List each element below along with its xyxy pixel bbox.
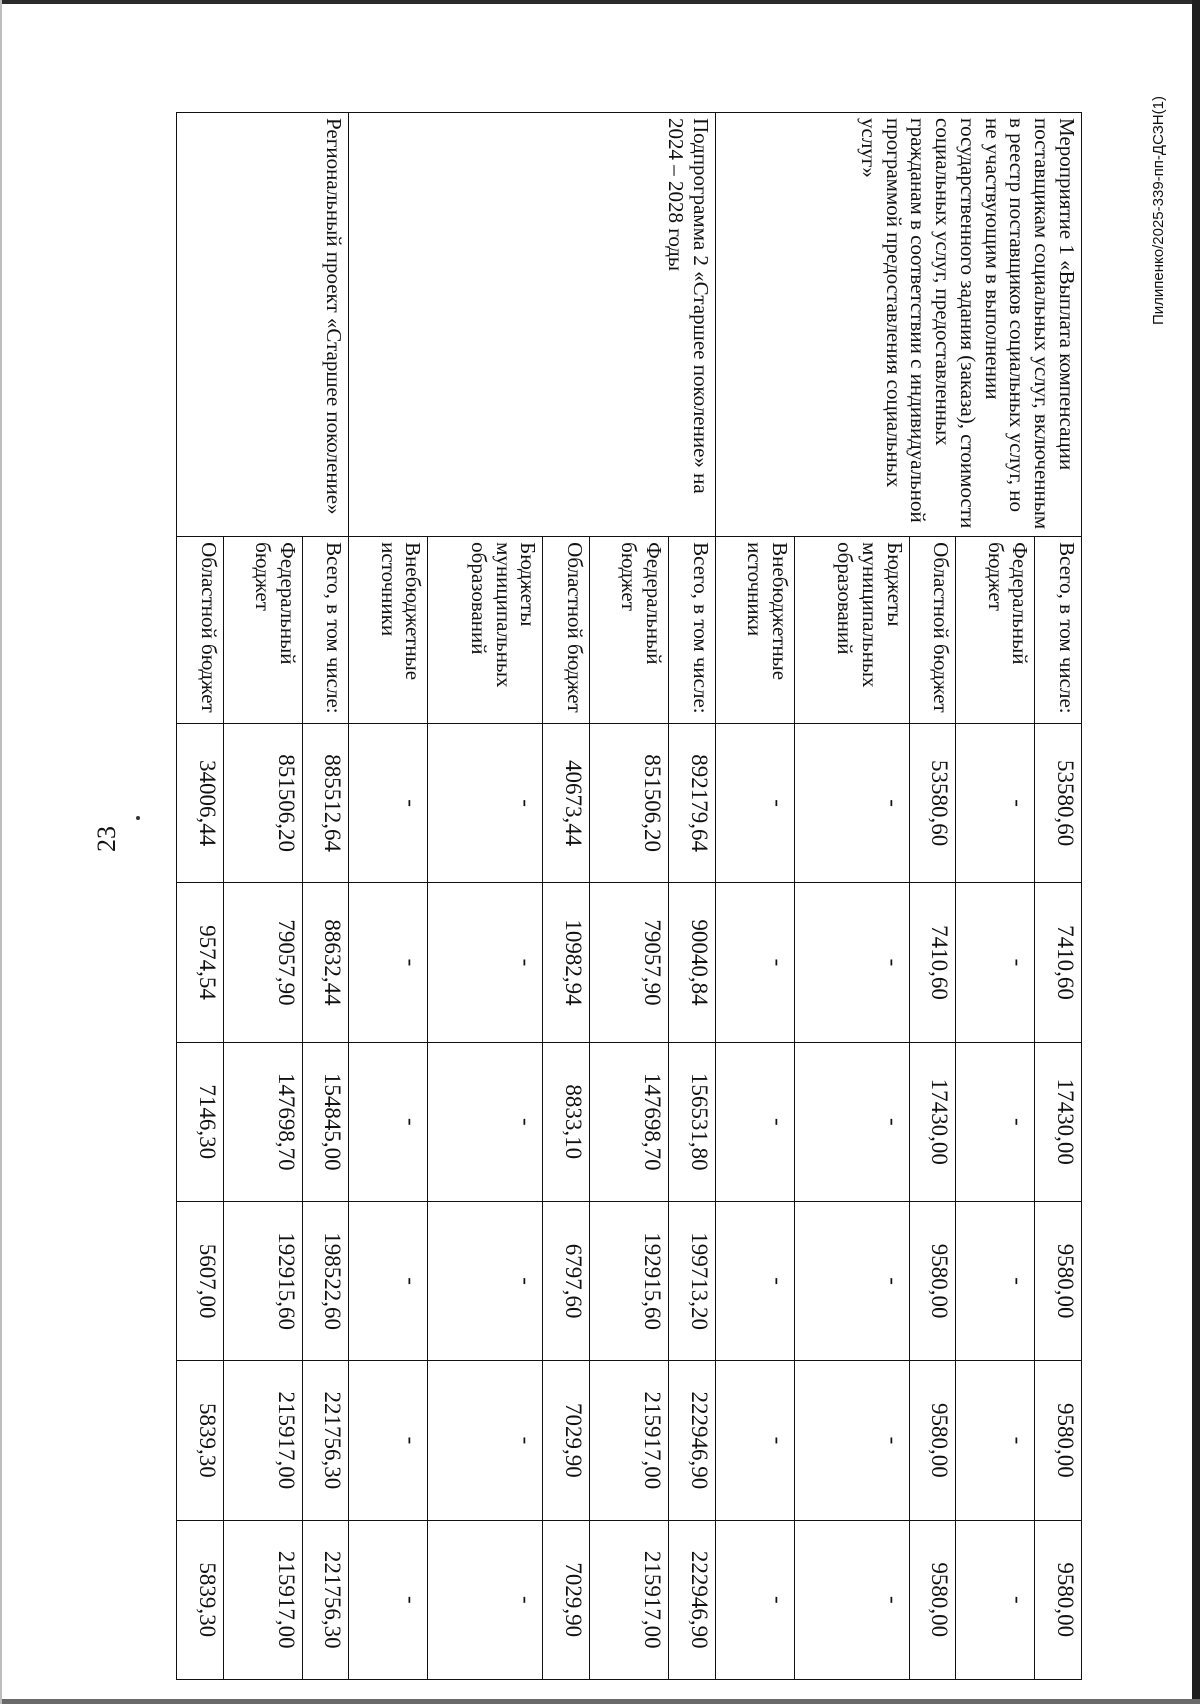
amount-cell: 7410,60 <box>909 883 956 1042</box>
funding-source-cell: Всего, в том числе: <box>302 537 349 724</box>
funding-source-cell: Внебюджетные источники <box>349 537 428 724</box>
amount-cell: 5607,00 <box>177 1201 224 1360</box>
amount-cell: 40673,44 <box>543 723 590 882</box>
funding-source-cell: Всего, в том числе: <box>669 537 716 724</box>
funding-source-cell: Областной бюджет <box>909 537 956 724</box>
amount-cell: - <box>956 1042 1035 1201</box>
amount-cell: 17430,00 <box>1035 1042 1082 1201</box>
funding-source-cell: Областной бюджет <box>543 537 590 724</box>
funding-source-cell: Федеральный бюджет <box>223 537 302 724</box>
amount-cell: - <box>956 1520 1035 1679</box>
amount-cell: - <box>956 723 1035 882</box>
amount-cell: - <box>349 723 428 882</box>
amount-cell: - <box>349 883 428 1042</box>
amount-cell: 215917,00 <box>223 1361 302 1520</box>
funding-source-cell: Федеральный бюджет <box>956 537 1035 724</box>
amount-cell: 53580,60 <box>909 723 956 882</box>
funding-source-cell: Бюджеты муниципальных образований <box>428 537 543 724</box>
amount-cell: 199713,20 <box>669 1201 716 1360</box>
amount-cell: 154845,00 <box>302 1042 349 1201</box>
amount-cell: 222946,90 <box>669 1520 716 1679</box>
amount-cell: 34006,44 <box>177 723 224 882</box>
program-name-cell: Подпрограмма 2 «Старшее поколение» на 2024 – 2028 годы <box>349 113 715 537</box>
funding-source-cell: Всего, в том числе: <box>1035 537 1082 724</box>
amount-cell: - <box>349 1201 428 1360</box>
funding-source-cell: Бюджеты муниципальных образований <box>794 537 909 724</box>
amount-cell: - <box>715 1520 794 1679</box>
amount-cell: 9580,00 <box>1035 1361 1082 1520</box>
scan-edge-bottom <box>0 1699 1200 1704</box>
amount-cell: 53580,60 <box>1035 723 1082 882</box>
amount-cell: 7146,30 <box>177 1042 224 1201</box>
amount-cell: - <box>794 1520 909 1679</box>
amount-cell: 851506,20 <box>590 723 669 882</box>
scan-edge-right <box>1192 0 1200 1704</box>
amount-cell: 17430,00 <box>909 1042 956 1201</box>
amount-cell: - <box>715 1361 794 1520</box>
amount-cell: - <box>428 723 543 882</box>
amount-cell: - <box>794 1201 909 1360</box>
amount-cell: - <box>349 1361 428 1520</box>
amount-cell: - <box>428 1520 543 1679</box>
amount-cell: 7029,90 <box>543 1361 590 1520</box>
amount-cell: 90040,84 <box>669 883 716 1042</box>
amount-cell: 215917,00 <box>590 1520 669 1679</box>
program-name-cell: Мероприятие 1 «Выплата компенсации поставщикам социальных услуг, включенным в реестр поставщиков социальных услуг, но не участвующим в выполнении государственного задания (заказа), стоимости социальных услуг, предоставленных гражданам в соответствии с индивидуальной программой предоставления социальных услуг» <box>715 113 1081 537</box>
amount-cell: 147698,70 <box>223 1042 302 1201</box>
amount-cell: 192915,60 <box>223 1201 302 1360</box>
amount-cell: 156531,80 <box>669 1042 716 1201</box>
amount-cell: - <box>794 883 909 1042</box>
amount-cell: 5839,30 <box>177 1520 224 1679</box>
amount-cell: 851506,20 <box>223 723 302 882</box>
amount-cell: - <box>956 1201 1035 1360</box>
scan-speck <box>136 816 140 820</box>
budget-table-container <box>176 112 1082 1680</box>
amount-cell: - <box>794 723 909 882</box>
amount-cell: - <box>428 1042 543 1201</box>
amount-cell: 9580,00 <box>1035 1520 1082 1679</box>
budget-table-body <box>177 113 1082 1680</box>
program-name-cell: Региональный проект «Старшее поколение» <box>177 113 349 537</box>
amount-cell: 10982,94 <box>543 883 590 1042</box>
funding-source-cell: Областной бюджет <box>177 537 224 724</box>
amount-cell: 7410,60 <box>1035 883 1082 1042</box>
amount-cell: 9574,54 <box>177 883 224 1042</box>
amount-cell: - <box>715 1042 794 1201</box>
amount-cell: 892179,64 <box>669 723 716 882</box>
table-row <box>302 113 349 1680</box>
amount-cell: - <box>428 1201 543 1360</box>
amount-cell: 9580,00 <box>909 1520 956 1679</box>
amount-cell: - <box>349 1042 428 1201</box>
amount-cell: - <box>428 1361 543 1520</box>
amount-cell: 9580,00 <box>909 1201 956 1360</box>
table-row <box>669 113 716 1680</box>
amount-cell: - <box>794 1361 909 1520</box>
amount-cell: 221756,30 <box>302 1361 349 1520</box>
document-code: Пилипенко/2025-339-пп-ДСЗН(1) <box>1150 96 1167 325</box>
budget-table <box>176 112 1082 1680</box>
amount-cell: 215917,00 <box>223 1520 302 1679</box>
amount-cell: - <box>715 723 794 882</box>
amount-cell: 147698,70 <box>590 1042 669 1201</box>
amount-cell: 79057,90 <box>223 883 302 1042</box>
amount-cell: 8833,10 <box>543 1042 590 1201</box>
amount-cell: 5839,30 <box>177 1361 224 1520</box>
amount-cell: 221756,30 <box>302 1520 349 1679</box>
amount-cell: 9580,00 <box>1035 1201 1082 1360</box>
amount-cell: - <box>349 1520 428 1679</box>
amount-cell: 222946,90 <box>669 1361 716 1520</box>
amount-cell: 215917,00 <box>590 1361 669 1520</box>
amount-cell: 9580,00 <box>909 1361 956 1520</box>
scan-edge-top <box>0 0 1200 4</box>
amount-cell: - <box>715 883 794 1042</box>
amount-cell: - <box>956 883 1035 1042</box>
amount-cell: - <box>428 883 543 1042</box>
amount-cell: 198522,60 <box>302 1201 349 1360</box>
amount-cell: 6797,60 <box>543 1201 590 1360</box>
amount-cell: - <box>794 1042 909 1201</box>
funding-source-cell: Внебюджетные источники <box>715 537 794 724</box>
amount-cell: - <box>956 1361 1035 1520</box>
scan-edge-left <box>0 0 2 1704</box>
amount-cell: - <box>715 1201 794 1360</box>
amount-cell: 79057,90 <box>590 883 669 1042</box>
table-row <box>1035 113 1082 1680</box>
page-number: 23 <box>92 826 121 852</box>
amount-cell: 885512,64 <box>302 723 349 882</box>
funding-source-cell: Федеральный бюджет <box>590 537 669 724</box>
amount-cell: 192915,60 <box>590 1201 669 1360</box>
amount-cell: 88632,44 <box>302 883 349 1042</box>
amount-cell: 7029,90 <box>543 1520 590 1679</box>
